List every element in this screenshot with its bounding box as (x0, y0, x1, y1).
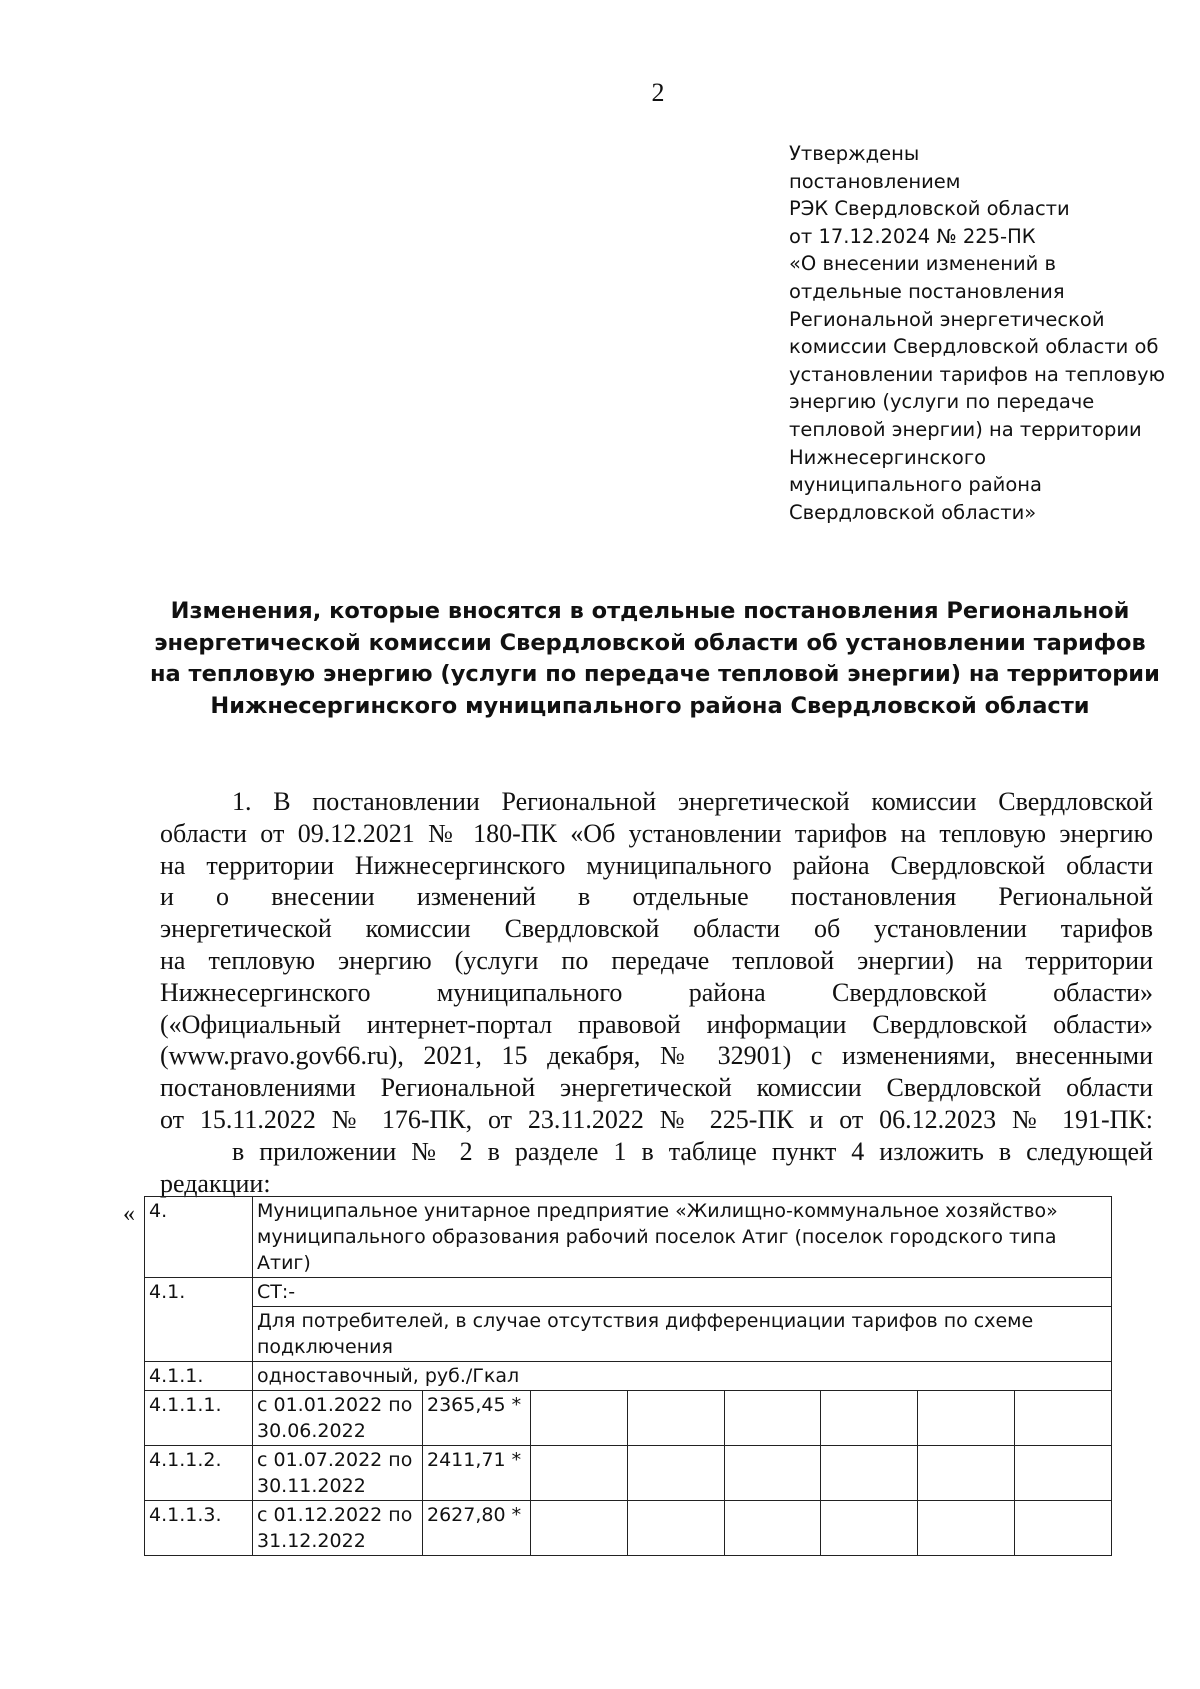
tariff-value-cell: 2627,80 * (423, 1501, 531, 1556)
approval-line: РЭК Свердловской области (789, 197, 1070, 221)
body-line: на тепловую энергию (услуги по передаче тепловой энергии) на территории (160, 945, 1153, 975)
empty-cell (531, 1391, 628, 1446)
table-row (145, 1446, 1112, 1501)
empty-cell (918, 1446, 1015, 1501)
organization-cell: Муниципальное унитарное предприятие «Жилищно-коммунальное хозяйство» муниципального образования рабочий поселок Атиг (поселок городского типа Атиг) (253, 1197, 1112, 1278)
approval-line: от 17.12.2024 № 225-ПК (789, 224, 1036, 248)
table-row (145, 1501, 1112, 1556)
approval-line: отдельные постановления (789, 279, 1065, 303)
row-number-cell: 4.1.1.3. (145, 1501, 253, 1556)
empty-cell (1015, 1391, 1112, 1446)
body-line: и о внесении изменений в отдельные постановления Региональной (160, 882, 1153, 912)
empty-cell (724, 1391, 821, 1446)
st-cell: СТ:- (253, 1278, 1112, 1307)
empty-cell (724, 1501, 821, 1556)
body-line: в приложении № 2 в разделе 1 в таблице пункт 4 изложить в следующей (232, 1136, 1153, 1166)
approval-line: энергию (услуги по передаче (789, 390, 1095, 414)
period-cell: с 01.07.2022 по 30.11.2022 (253, 1446, 423, 1501)
body-line: энергетической комиссии Свердловской области об установлении тарифов (160, 914, 1153, 944)
empty-cell (918, 1391, 1015, 1446)
body-line: Нижнесергинского муниципального района Свердловской области» (160, 977, 1153, 1007)
body-line: постановлениями Региональной энергетической комиссии Свердловской области (160, 1073, 1153, 1103)
approval-line: Утверждены (789, 142, 920, 165)
empty-cell (821, 1446, 918, 1501)
approval-line: комиссии Свердловской области об (789, 335, 1159, 359)
table-row (145, 1197, 1112, 1278)
row-number-cell: 4. (145, 1197, 253, 1278)
body-line: 1. В постановлении Региональной энергетической комиссии Свердловской (232, 787, 1153, 816)
period-cell: с 01.12.2022 по 31.12.2022 (253, 1501, 423, 1556)
open-quote: « (123, 1201, 135, 1227)
table-row (145, 1278, 1112, 1307)
consumers-cell: Для потребителей, в случае отсутствия дифференциации тарифов по схеме подключения (253, 1307, 1112, 1362)
page-number: 2 (651, 78, 665, 107)
title-line: энергетической комиссии Свердловской области об установлении тарифов (154, 629, 1146, 656)
approval-line: тепловой энергии) на территории (789, 417, 1142, 441)
empty-cell (627, 1446, 724, 1501)
body-line: редакции: (160, 1168, 271, 1198)
approval-line: установлении тарифов на тепловую (789, 362, 1165, 386)
table-row (145, 1362, 1112, 1391)
approval-line: муниципального района (789, 473, 1042, 497)
table-row (145, 1307, 1112, 1362)
table-row (145, 1391, 1112, 1446)
body-line: («Официальный интернет-портал правовой информации Свердловской области» (160, 1009, 1153, 1039)
tariff-value-cell: 2411,71 * (423, 1446, 531, 1501)
approval-line: постановлением (789, 169, 961, 193)
empty-cell (724, 1446, 821, 1501)
empty-cell (531, 1501, 628, 1556)
body-line: на территории Нижнесергинского муниципального района Свердловской области (160, 850, 1153, 880)
row-number-cell: 4.1. (145, 1278, 253, 1362)
body-line: (www.pravo.gov66.ru), 2021, 15 декабря, № 32901) с изменениями, внесенными (160, 1041, 1153, 1071)
title-line: Нижнесергинского муниципального района Свердловской области (210, 692, 1090, 719)
body-line: области от 09.12.2021 № 180-ПК «Об установлении тарифов на тепловую энергию (160, 818, 1153, 848)
title-line: на тепловую энергию (услуги по передаче тепловой энергии) на территории (150, 661, 1160, 687)
row-number-cell: 4.1.1.1. (145, 1391, 253, 1446)
row-number-cell: 4.1.1. (145, 1362, 253, 1391)
period-cell: с 01.01.2022 по 30.06.2022 (253, 1391, 423, 1446)
body-text (160, 786, 1153, 1199)
empty-cell (918, 1501, 1015, 1556)
empty-cell (821, 1391, 918, 1446)
approval-line: «О внесении изменений в (789, 252, 1057, 276)
approval-line: Свердловской области» (789, 500, 1037, 524)
document-title (150, 596, 1160, 722)
empty-cell (821, 1501, 918, 1556)
approval-stamp (789, 140, 1169, 526)
empty-cell (531, 1446, 628, 1501)
approval-line: Региональной энергетической (789, 307, 1105, 331)
empty-cell (1015, 1446, 1112, 1501)
empty-cell (627, 1501, 724, 1556)
empty-cell (1015, 1501, 1112, 1556)
body-line: от 15.11.2022 № 176-ПК, от 23.11.2022 № 225-ПК и от 06.12.2023 № 191-ПК: (160, 1104, 1153, 1134)
tariff-table (144, 1196, 1112, 1556)
rate-type-cell: одноставочный, руб./Гкал (253, 1362, 1112, 1391)
tariff-value-cell: 2365,45 * (423, 1391, 531, 1446)
title-line: Изменения, которые вносятся в отдельные постановления Региональной (170, 598, 1130, 624)
approval-line: Нижнесергинского (789, 445, 987, 469)
empty-cell (627, 1391, 724, 1446)
row-number-cell: 4.1.1.2. (145, 1446, 253, 1501)
